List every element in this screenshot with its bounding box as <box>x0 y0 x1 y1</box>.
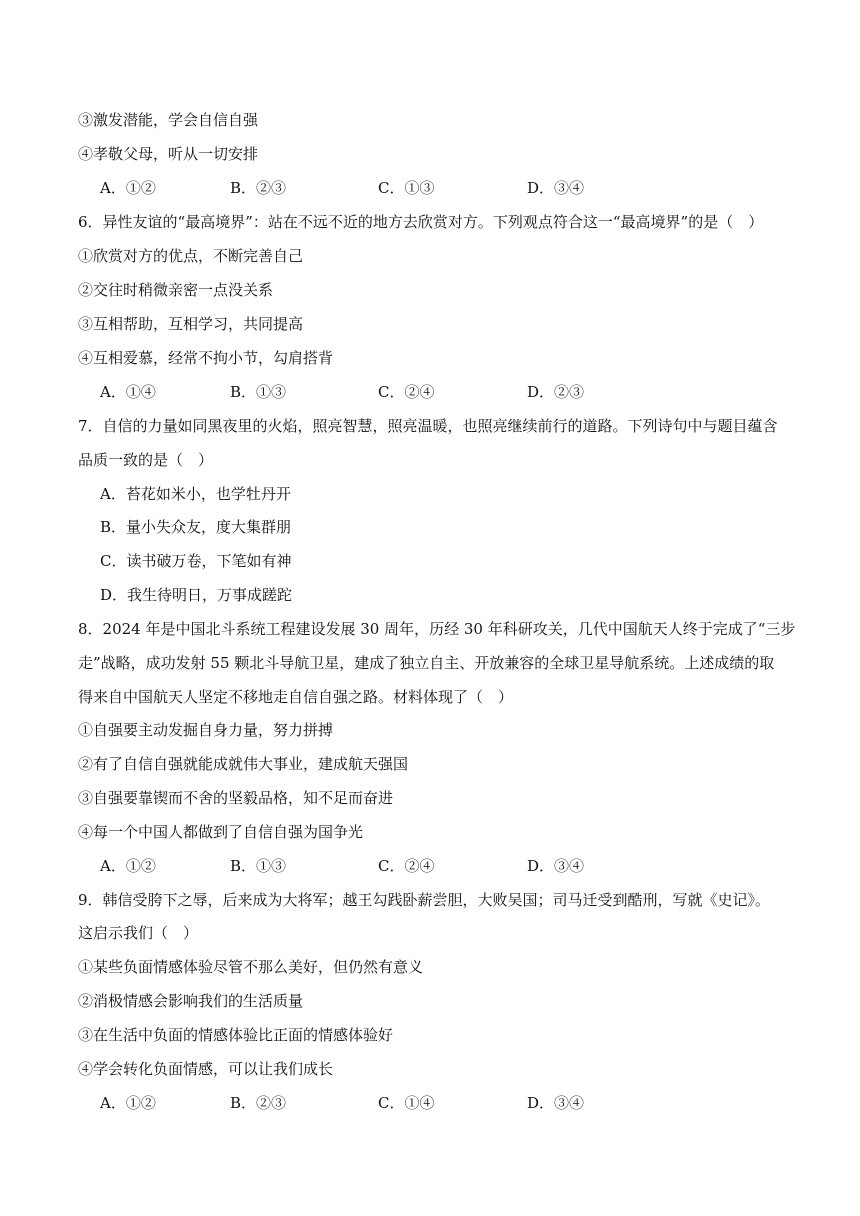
q5-option-d: D．③④ <box>527 179 585 197</box>
q8-option-d: D．③④ <box>527 857 585 875</box>
q7-stem-line-2: 品质一致的是（ ） <box>78 451 214 469</box>
q5-options <box>100 178 800 198</box>
q5-option-c: C．①③ <box>378 179 435 197</box>
q6-stem: 6．异性友谊的“最高境界”：站在不远不近的地方去欣赏对方。下列观点符合这一“最高境界”的是（ ） <box>78 213 764 231</box>
q9-option-a: A．①② <box>100 1094 156 1112</box>
q9-statement-2: ②消极情感会影响我们的生活质量 <box>78 992 304 1010</box>
q8-stem-line-1: 8．2024 年是中国北斗系统工程建设发展 30 周年，历经 30 年科研攻关，几代中国航天人终于完成了“三步 <box>78 620 796 638</box>
q5-option-a: A．①② <box>100 179 156 197</box>
q6-option-b: B．①③ <box>230 383 287 401</box>
q6-option-c: C．②④ <box>378 383 435 401</box>
q7-option-b: B．量小失众友，度大集群朋 <box>100 518 292 536</box>
q8-statement-3: ③自强要靠锲而不舍的坚毅品格，知不足而奋进 <box>78 789 394 807</box>
q6-options <box>100 382 800 402</box>
q8-option-a: A．①② <box>100 857 156 875</box>
q6-option-a: A．①④ <box>100 383 156 401</box>
q5-option-b: B．②③ <box>230 179 287 197</box>
q9-option-c: C．①④ <box>378 1094 435 1112</box>
q7-option-d: D．我生待明日，万事成蹉跎 <box>100 586 293 604</box>
q9-stem-line-1: 9．韩信受胯下之辱，后来成为大将军；越王勾践卧薪尝胆，大败吴国；司马迁受到酷刑，写就《史记》。 <box>78 891 771 909</box>
q8-statement-2: ②有了自信自强就能成就伟大事业，建成航天强国 <box>78 755 409 773</box>
q9-option-d: D．③④ <box>527 1094 585 1112</box>
q6-statement-4: ④互相爱慕，经常不拘小节，勾肩搭背 <box>78 349 334 367</box>
q8-option-c: C．②④ <box>378 857 435 875</box>
q6-option-d: D．②③ <box>527 383 585 401</box>
q7-option-c: C．读书破万卷，下笔如有神 <box>100 552 292 570</box>
q6-statement-3: ③互相帮助，互相学习，共同提高 <box>78 315 304 333</box>
q8-option-b: B．①③ <box>230 857 287 875</box>
q7-option-a: A．苔花如米小，也学牡丹开 <box>100 485 291 503</box>
q8-stem-line-3: 得来自中国航天人坚定不移地走自信自强之路。材料体现了（ ） <box>78 688 514 706</box>
q6-statement-2: ②交往时稍微亲密一点没关系 <box>78 281 274 299</box>
q7-stem-line-1: 7．自信的力量如同黑夜里的火焰，照亮智慧，照亮温暖，也照亮继续前行的道路。下列诗句中与题目蕴含 <box>78 417 778 435</box>
q8-statement-1: ①自强要主动发掘自身力量，努力拼搏 <box>78 721 334 739</box>
q5-statement-3: ③激发潜能，学会自信自强 <box>78 111 259 129</box>
q5-statement-4: ④孝敬父母，听从一切安排 <box>78 145 259 163</box>
q9-statement-4: ④学会转化负面情感，可以让我们成长 <box>78 1060 334 1078</box>
q9-statement-1: ①某些负面情感体验尽管不那么美好，但仍然有意义 <box>78 958 424 976</box>
q8-statement-4: ④每一个中国人都做到了自信自强为国争光 <box>78 823 364 841</box>
q6-statement-1: ①欣赏对方的优点，不断完善自己 <box>78 247 304 265</box>
q8-stem-line-2: 走”战略，成功发射 55 颗北斗导航卫星，建成了独立自主、开放兼容的全球卫星导航系统。上述成绩的取 <box>78 654 775 672</box>
q9-stem-line-2: 这启示我们（ ） <box>78 924 199 942</box>
q9-option-b: B．②③ <box>230 1094 287 1112</box>
q9-options <box>100 1093 800 1113</box>
q9-statement-3: ③在生活中负面的情感体验比正面的情感体验好 <box>78 1026 394 1044</box>
q8-options <box>100 856 800 876</box>
